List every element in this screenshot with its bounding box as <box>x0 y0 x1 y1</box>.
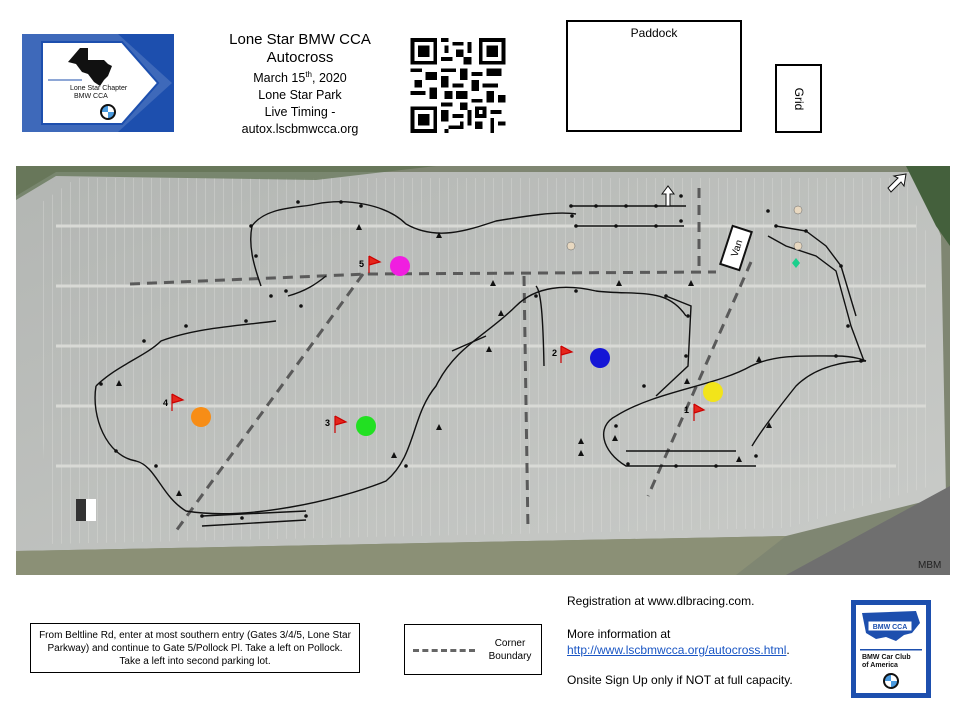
grid-area <box>775 64 822 133</box>
legend-box <box>404 624 542 675</box>
station-dot-4 <box>191 407 211 427</box>
small-building-roof <box>86 499 96 521</box>
course-map <box>16 166 950 575</box>
qr-code[interactable] <box>410 38 506 133</box>
logo-line1: BMW Car Club <box>862 654 911 661</box>
bmw-cca-logo-inner <box>856 605 926 693</box>
more-info-label: More information at <box>567 627 671 641</box>
legend-line2: Boundary <box>488 651 532 662</box>
station-dot-1 <box>703 382 723 402</box>
logo-badge: BMW CCA <box>872 624 908 631</box>
flag-number-3: 3 <box>325 418 331 428</box>
chapter-logo <box>22 34 174 132</box>
paddock-area <box>566 20 742 132</box>
bmw-cca-logo <box>851 600 931 698</box>
logo-line2: of America <box>862 662 898 669</box>
legend-line1: Corner <box>494 638 526 649</box>
van-label: Van <box>729 238 746 259</box>
registration-text: Registration at www.dlbracing.com. <box>567 594 755 608</box>
legend-text <box>481 637 539 663</box>
parking-stripes <box>36 178 931 544</box>
grid-label: Grid <box>791 87 806 110</box>
chapter-logo-line1: Lone Star Chapter <box>70 85 128 92</box>
flag-number-2: 2 <box>552 348 558 358</box>
event-date: March 15th, 2020 <box>253 70 347 86</box>
more-info-suffix: . <box>786 643 790 657</box>
flag-number-5: 5 <box>359 259 365 269</box>
more-info-link[interactable]: http://www.lscbmwcca.org/autocross.html <box>567 643 787 657</box>
chapter-logo-graphic <box>22 34 174 132</box>
event-type: Autocross <box>266 49 334 66</box>
directions-box: From Beltline Rd, enter at most southern entry (Gates 3/4/5, Lone Star Parkway) and continue to Gate 5/Pollock Pl. Take a left on Pollock. Take a left into second parking lot. <box>30 623 360 673</box>
event-info <box>205 30 395 138</box>
map-credit: MBM <box>918 560 942 571</box>
more-info <box>567 626 790 658</box>
station-dot-5 <box>390 256 410 276</box>
event-org: Lone Star BMW CCA <box>229 31 371 48</box>
station-dot-2 <box>590 348 610 368</box>
station-dot-3 <box>356 416 376 436</box>
legend-dashed-line <box>413 649 475 652</box>
bmw-cca-logo-graphic <box>856 605 926 693</box>
timing-url[interactable]: autox.lscbmwcca.org <box>241 122 359 137</box>
event-venue: Lone Star Park <box>258 88 342 103</box>
onsite-text: Onsite Sign Up only if NOT at full capacity. <box>567 673 793 687</box>
chapter-logo-line2: BMW CCA <box>74 93 108 100</box>
timing-label: Live Timing - <box>264 105 336 120</box>
paddock-label: Paddock <box>630 26 678 40</box>
flag-number-4: 4 <box>163 398 169 408</box>
flag-number-1: 1 <box>684 405 690 415</box>
